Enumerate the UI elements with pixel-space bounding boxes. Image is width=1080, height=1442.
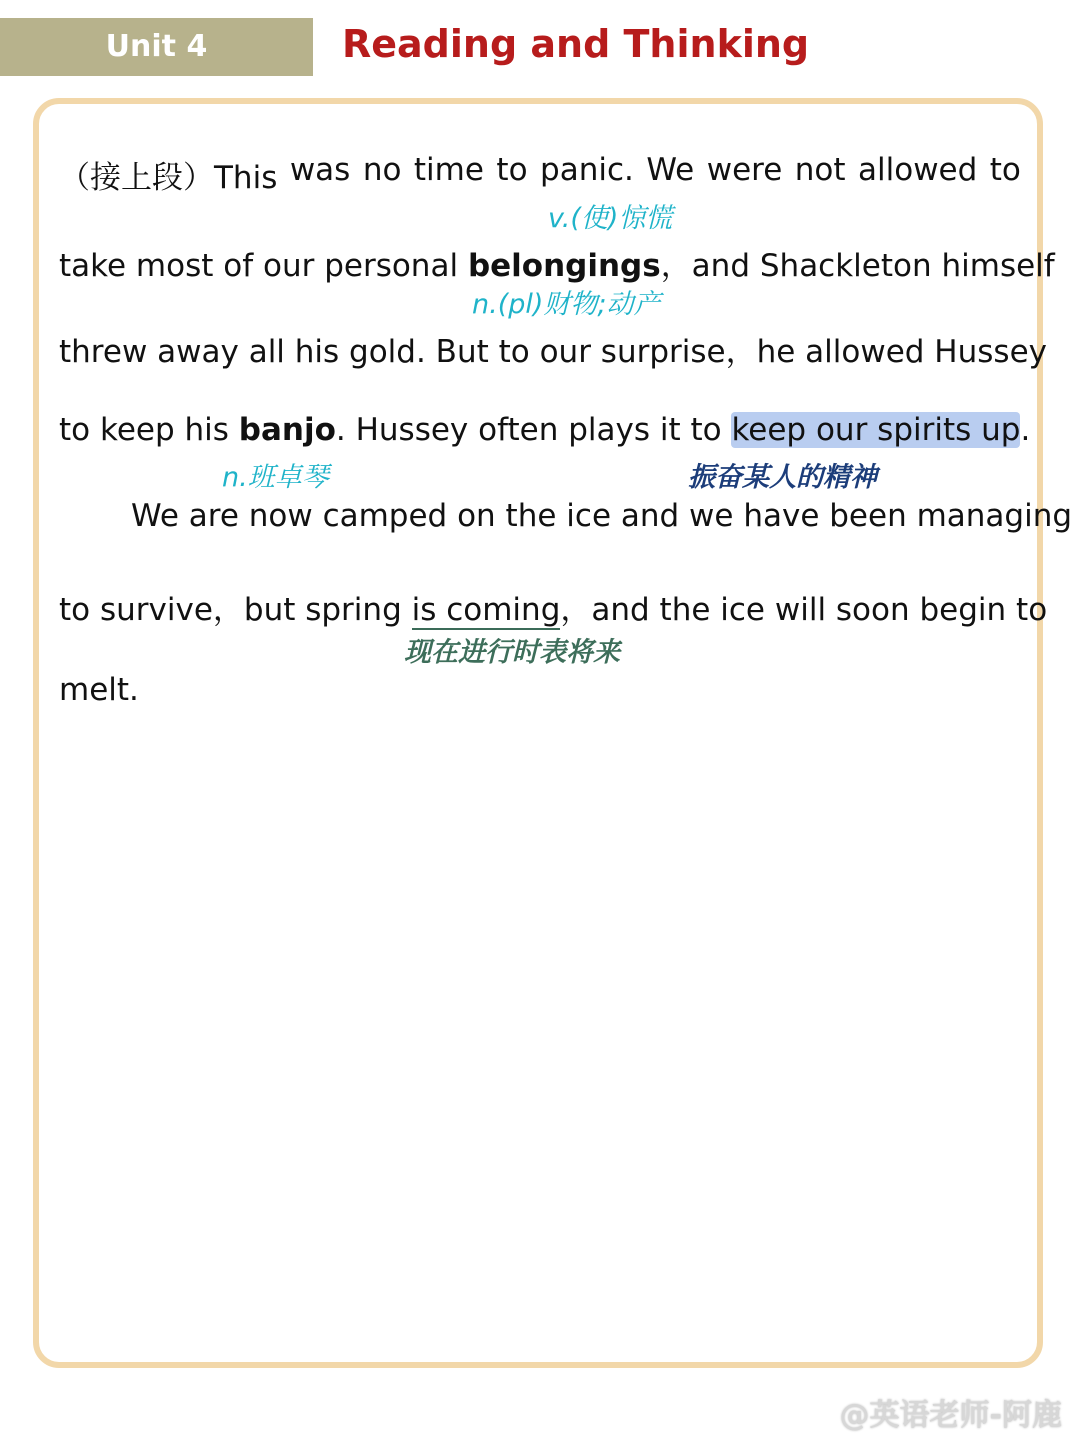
- text-segment: ，and the ice will soon begin to: [560, 592, 1048, 628]
- word: to: [989, 152, 1021, 188]
- unit-tab: Unit 4: [0, 18, 313, 76]
- highlighted-phrase: keep our spirits up: [731, 412, 1021, 448]
- word: time: [413, 152, 484, 188]
- word: allowed: [858, 152, 978, 188]
- text-line-2: [59, 240, 1055, 285]
- text-line-4: [59, 412, 1031, 448]
- text-line-6: [59, 584, 1048, 629]
- text-segment: to keep his: [59, 412, 229, 448]
- text-line-1: [59, 152, 1021, 197]
- text-line-5: We are now camped on the ice and we have been managing: [131, 498, 1073, 534]
- text-segment: .: [1020, 412, 1031, 448]
- word-panic: panic.: [540, 152, 634, 188]
- word: （接上段）This: [59, 160, 278, 196]
- note-banjo: n.班卓琴: [222, 462, 329, 493]
- text-segment: ，and Shackleton himself: [660, 248, 1055, 284]
- word: not: [794, 152, 846, 188]
- word: were: [706, 152, 783, 188]
- word: We: [646, 152, 695, 188]
- bold-word-belongings: belongings: [467, 248, 661, 284]
- page-title: Reading and Thinking: [342, 22, 810, 66]
- text-line-7: melt.: [59, 672, 139, 708]
- bold-word-banjo: banjo: [238, 412, 336, 448]
- note-belongings: n.(pl)财物;动产: [472, 289, 661, 320]
- word: was: [289, 152, 351, 188]
- watermark: @英语老师-阿鹿: [839, 1398, 1062, 1433]
- note-panic: v.(使)惊慌: [548, 203, 673, 234]
- note-spirits: 振奋某人的精神: [688, 462, 877, 493]
- text-segment: take most of our personal: [59, 248, 459, 284]
- note-tense: 现在进行时表将来: [404, 637, 620, 668]
- text-line-3: threw away all his gold. But to our surprise，he allowed Hussey: [59, 334, 1047, 370]
- underlined-phrase: is coming: [411, 592, 561, 628]
- word: no: [362, 152, 402, 188]
- text-segment: . Hussey often plays it to: [335, 412, 722, 448]
- word: to: [496, 152, 528, 188]
- text-segment: to survive，but spring: [59, 592, 402, 628]
